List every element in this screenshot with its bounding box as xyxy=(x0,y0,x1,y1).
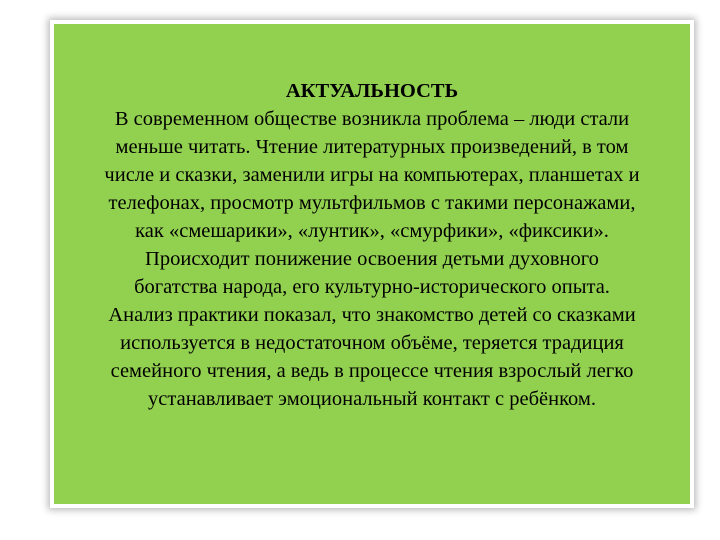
body-line: используется в недостаточном объёме, теряется традиция xyxy=(120,332,624,354)
body-line: В современном обществе возникла проблема – люди стали xyxy=(114,108,630,130)
body-line: телефонах, просмотр мультфильмов с такими персонажами, xyxy=(108,192,636,214)
text-block xyxy=(57,77,687,413)
body-line: Анализ практики показал, что знакомство детей со сказками xyxy=(108,304,636,326)
body-line: устанавливает эмоциональный контакт с ребёнком. xyxy=(148,388,596,410)
body-line: Происходит понижение освоения детьми духовного xyxy=(145,248,599,270)
body-line: меньше читать. Чтение литературных произведений, в том xyxy=(115,136,629,158)
slide-heading: АКТУАЛЬНОСТЬ xyxy=(285,80,459,102)
body-line: числе и сказки, заменили игры на компьютерах, планшетах и xyxy=(104,164,640,186)
content-panel xyxy=(50,20,694,508)
body-line: семейного чтения, а ведь в процессе чтения взрослый легко xyxy=(110,360,634,382)
body-line: богатства народа, его культурно-исторического опыта. xyxy=(134,276,610,298)
body-line: как «смешарики», «лунтик», «смурфики», «фиксики». xyxy=(135,220,609,242)
